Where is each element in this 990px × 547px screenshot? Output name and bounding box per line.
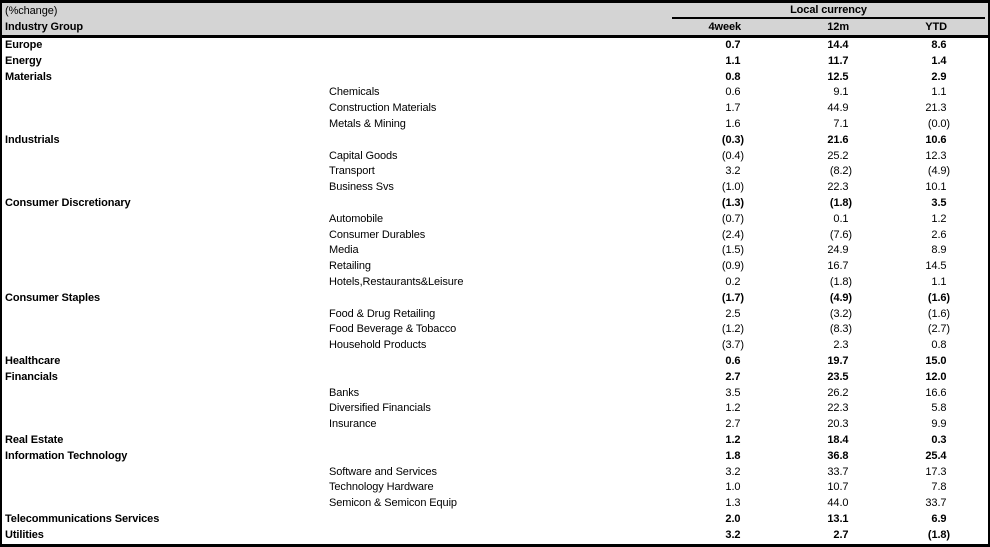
row-value: 1.7 [725,102,741,115]
row-value: 12.0 [925,370,947,383]
row-value: 0.6 [725,86,741,99]
row-label: Real Estate [5,433,64,446]
row-value: 7.1 [833,117,849,130]
row-value: (1.2) [721,323,744,336]
row-label: Business Svs [329,181,394,194]
row-value: 12.5 [827,70,849,83]
row-value: (0.3) [721,133,744,146]
row-label: Information Technology [5,449,128,462]
table-row [2,85,988,101]
row-value: 0.2 [725,275,741,288]
row-label: Capital Goods [329,149,398,162]
row-value: 23.5 [827,370,849,383]
row-value: 15.0 [925,354,947,367]
row-value: 16.6 [925,386,947,399]
row-value: (1.0) [721,181,744,194]
row-value: 8.6 [931,39,947,51]
row-value: 25.2 [827,149,849,162]
row-value: 6.9 [931,512,947,525]
table-row [2,496,988,512]
row-value: 2.3 [833,339,849,352]
row-value: 3.2 [725,528,741,541]
row-value: 0.8 [931,339,947,352]
row-value: 20.3 [827,418,849,431]
table-row [2,401,988,417]
row-value: 44.9 [827,102,849,115]
row-label: Consumer Discretionary [5,196,131,209]
row-value: 22.3 [827,402,849,415]
row-value: 2.7 [725,418,741,431]
row-value: (4.9) [829,291,852,304]
header-row-1 [2,3,988,19]
row-label: Diversified Financials [329,402,431,415]
row-label: Semicon & Semicon Equip [329,497,457,510]
local-currency-group-header: Local currency [672,3,985,19]
row-value: 16.7 [827,260,849,273]
row-value: 19.7 [827,354,849,367]
row-value: 8.9 [931,244,947,257]
row-value: 25.4 [925,449,947,462]
row-label: Industrials [5,133,60,146]
row-value: (0.9) [721,260,744,273]
row-value: 1.4 [931,54,947,67]
row-value: 3.5 [931,196,947,209]
table-row [2,164,988,180]
row-value: 2.5 [725,307,741,320]
row-label: Transport [329,165,375,178]
row-value: 18.4 [827,433,849,446]
row-value: 11.7 [828,54,849,67]
row-value: (2.7) [927,323,950,336]
row-label: Household Products [329,339,427,352]
table-row [2,480,988,496]
row-label: Consumer Staples [5,291,100,304]
row-value: 1.2 [931,212,947,225]
table-row [2,275,988,291]
row-label: Europe [5,39,43,51]
table-row [2,70,988,86]
row-value: 9.9 [931,418,947,431]
row-value: 3.2 [725,165,741,178]
table-row [2,354,988,370]
row-value: (8.2) [829,165,852,178]
row-value: (0.4) [721,149,744,162]
row-value: 1.3 [725,497,741,510]
row-label: Retailing [329,260,371,273]
row-label: Hotels,Restaurants&Leisure [329,275,464,288]
row-value: (1.8) [927,528,950,541]
table-row [2,338,988,354]
row-value: (1.6) [927,291,950,304]
row-value: 14.5 [925,260,947,273]
table-row [2,307,988,323]
row-value: 10.7 [827,481,849,494]
row-value: (4.9) [927,165,950,178]
row-value: (7.6) [829,228,852,241]
row-value: 2.0 [725,512,741,525]
row-value: (0.7) [721,212,744,225]
row-value: 0.6 [725,354,741,367]
row-label: Chemicals [329,86,380,99]
table-row [2,291,988,307]
table-row [2,243,988,259]
table-header [2,3,988,38]
percent-change-label: (%change) [5,4,58,17]
table-row [2,101,988,117]
row-value: 1.2 [725,402,741,415]
row-value: 44.0 [827,497,849,510]
table-body [2,38,988,544]
row-value: (1.6) [927,307,950,320]
table-row [2,180,988,196]
table-row [2,322,988,338]
row-label: Construction Materials [329,102,437,115]
table-row [2,528,988,544]
row-value: 1.0 [725,481,741,494]
column-header-ytd: YTD [925,20,947,33]
table-row [2,38,988,54]
row-value: 1.8 [725,449,741,462]
row-value: 0.7 [725,39,741,51]
row-value: 0.8 [725,70,741,83]
row-label: Materials [5,70,52,83]
row-value: (2.4) [721,228,744,241]
table-row [2,417,988,433]
row-value: 17.3 [925,465,947,478]
row-value: (3.2) [829,307,852,320]
row-value: 0.1 [833,212,849,225]
row-value: 5.8 [931,402,947,415]
row-value: 24.9 [827,244,849,257]
row-value: 1.6 [725,117,741,130]
row-value: 1.1 [725,54,741,67]
row-value: 12.3 [925,149,947,162]
row-value: (1.7) [721,291,744,304]
row-value: 10.6 [925,133,947,146]
row-value: 3.5 [725,386,741,399]
row-value: 21.6 [827,133,849,146]
row-value: 2.7 [833,528,849,541]
row-value: 2.6 [931,228,947,241]
header-row-2 [2,19,988,35]
row-value: (0.0) [927,117,950,130]
table-row [2,196,988,212]
row-value: 33.7 [925,497,947,510]
row-value: 9.1 [833,86,849,99]
row-label: Energy [5,54,42,67]
table-row [2,117,988,133]
row-value: 22.3 [827,181,849,194]
row-label: Software and Services [329,465,437,478]
table-row [2,228,988,244]
row-value: 1.1 [931,86,947,99]
row-label: Telecommunications Services [5,512,160,525]
row-label: Food & Drug Retailing [329,307,436,320]
industry-group-column-header: Industry Group [5,20,84,33]
column-header-12m: 12m [827,20,849,33]
row-value: 21.3 [925,102,947,115]
row-value: 1.1 [931,275,947,288]
row-value: 2.9 [931,70,947,83]
column-header-4week: 4week [708,20,741,33]
row-value: 0.3 [931,433,947,446]
row-label: Automobile [329,212,384,225]
row-value: 14.4 [827,39,849,51]
row-value: (1.8) [829,275,852,288]
table-row [2,386,988,402]
table-row [2,449,988,465]
row-label: Metals & Mining [329,117,406,130]
table-row [2,465,988,481]
row-value: 13.1 [827,512,849,525]
row-value: 26.2 [827,386,849,399]
table-row [2,512,988,528]
row-value: (1.8) [829,196,852,209]
row-value: (8.3) [829,323,852,336]
row-label: Technology Hardware [329,481,434,494]
table-row [2,133,988,149]
table-row [2,149,988,165]
row-label: Utilities [5,528,44,541]
row-label: Consumer Durables [329,228,426,241]
row-label: Healthcare [5,354,61,367]
row-value: 1.2 [725,433,741,446]
row-value: 7.8 [931,481,947,494]
row-label: Media [329,244,359,257]
row-label: Insurance [329,418,377,431]
row-value: (1.3) [721,196,744,209]
row-value: 33.7 [827,465,849,478]
row-label: Financials [5,370,58,383]
table-row [2,433,988,449]
table-row [2,212,988,228]
row-value: 2.7 [725,370,741,383]
row-value: (3.7) [721,339,744,352]
table-row [2,54,988,70]
row-value: (1.5) [721,244,744,257]
row-value: 10.1 [925,181,947,194]
table-row [2,259,988,275]
row-label: Banks [329,386,360,399]
table-row [2,370,988,386]
row-label: Food Beverage & Tobacco [329,323,457,336]
row-value: 36.8 [827,449,849,462]
row-value: 3.2 [725,465,741,478]
